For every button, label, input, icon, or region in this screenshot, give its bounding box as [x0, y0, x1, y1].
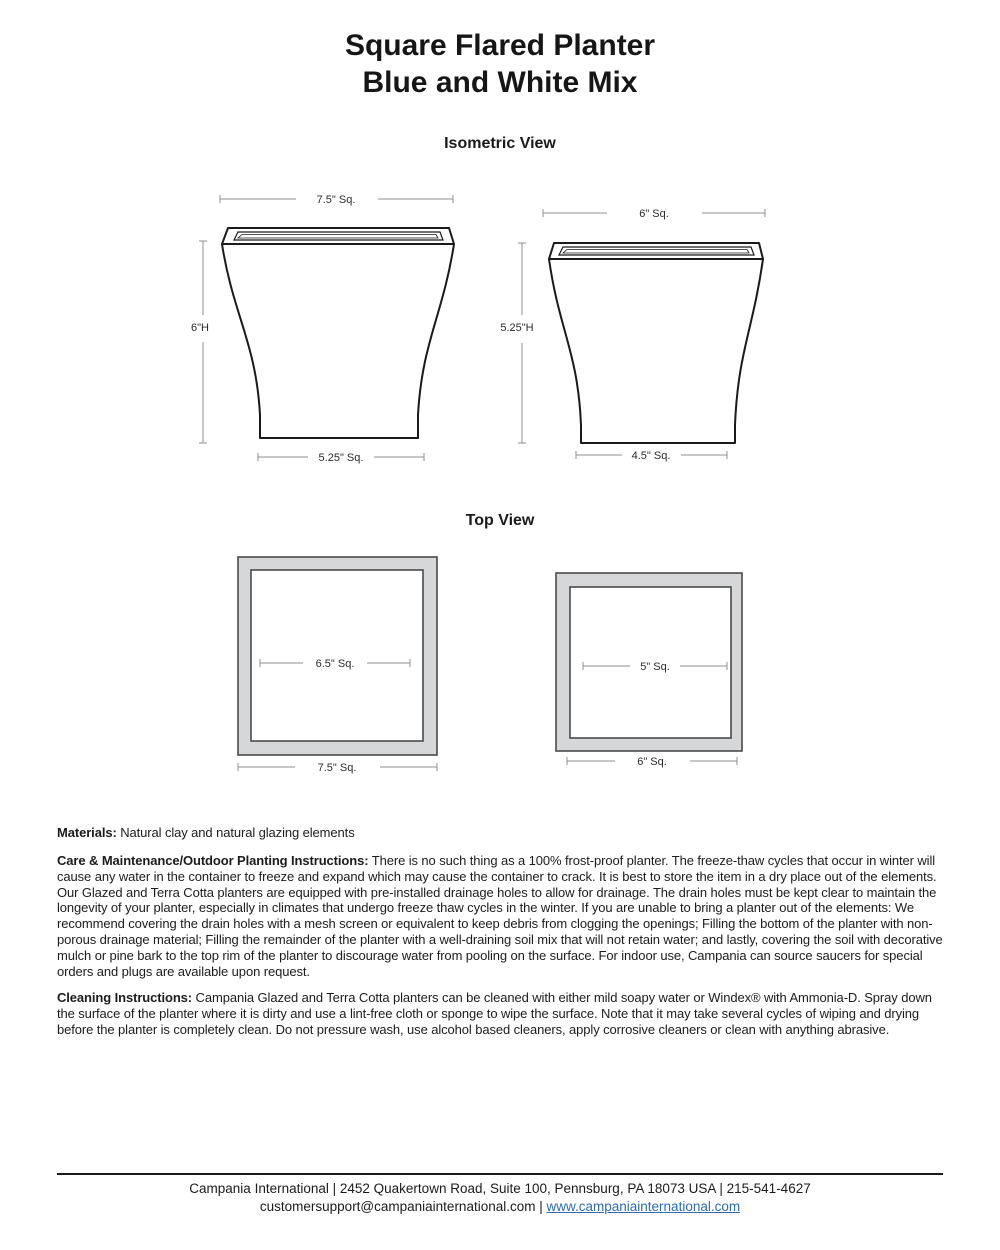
footer-address-line: Campania International | 2452 Quakertown Road, Suite 100, Pennsburg, PA 18073 USA | 215-541-4627 [189, 1181, 811, 1196]
top-small-outer-dimension-label: 6" Sq. [637, 756, 667, 768]
iso-large-height-dimension-line [199, 241, 207, 443]
care-maintenance-label: Care & Maintenance/Outdoor Planting Instructions: [57, 853, 369, 868]
care-maintenance-text: There is no such thing as a 100% frost-proof planter. The freeze-thaw cycles that occur in winter will cause any water in the container to freeze and expand which may cause the container to crack. It is best to store the item in a dry place out of the elements. Our Glazed and Terra Cotta planters are equipped with pre-installed drainage holes to allow for drainage. The drain holes must be kept clear to maintain the longevity of your planter, especially in climates that undergo freeze thaw cycles in the winter. If you are unable to bring a planter out of the elements: We recommend covering the drain holes with a mesh screen or equivalent to keep debris from clogging the openings; Filling the bottom of the planter with non-porous drainage material; Filling the remainder of the planter with a well-draining soil mix that will not retain water; and lastly, covering the soil with decorative mulch or pine bark to the top rim of the planter to discourage water from pooling on the surface. For indoor use, Campania can source saucers for special orders and plugs are available upon request. [57, 853, 943, 979]
top-small-opening-dimension-label: 5" Sq. [640, 661, 670, 673]
materials-paragraph [57, 825, 944, 841]
top-view-drawing-small-planter [530, 540, 790, 790]
cleaning-instructions-text: Campania Glazed and Terra Cotta planters can be cleaned with either mild soapy water or Windex® with Ammonia-D. Spray down the surface of the planter where it is dirty and use a lint-free cloth or sponge to wipe the surface. Note that it may take several cycles of wiping and drying before the planter is completely clean. Do not pressure wash, use alcohol based cleaners, apply corrosive cleaners or clean with anything abrasive. [57, 990, 932, 1037]
care-maintenance-paragraph [57, 853, 944, 979]
top-view-heading: Top View [465, 512, 535, 529]
iso-large-top-dimension-label: 7.5" Sq. [316, 194, 356, 206]
cleaning-instructions-paragraph [57, 990, 944, 1037]
iso-small-top-dimension-label: 6" Sq. [639, 208, 669, 220]
footer-website-link[interactable]: www.campaniainternational.com [546, 1199, 741, 1214]
planter-body-outline [222, 244, 454, 438]
page-title-line1: Square Flared Planter [344, 29, 656, 62]
top-large-outer-dimension-label: 7.5" Sq. [317, 762, 357, 774]
footer-separator: | [535, 1199, 547, 1214]
iso-small-height-dimension-label: 5.25"H [500, 322, 534, 334]
iso-small-height-dimension-line [518, 243, 526, 443]
iso-small-bottom-dimension-label: 4.5" Sq. [631, 450, 671, 462]
planter-opening [251, 570, 423, 741]
page-title-line2: Blue and White Mix [362, 66, 638, 99]
footer-email: customersupport@campaniainternational.com [259, 1199, 536, 1214]
footer-divider [57, 1173, 943, 1175]
footer-contact-line [0, 1199, 1000, 1214]
materials-text: Natural clay and natural glazing elements [120, 825, 355, 840]
planter-rim [222, 228, 454, 244]
planter-body-outline [549, 259, 763, 443]
materials-label: Materials: [57, 825, 117, 840]
page-title [0, 27, 1000, 101]
top-large-opening-dimension-label: 6.5" Sq. [315, 658, 355, 670]
isometric-view-heading: Isometric View [444, 135, 556, 152]
iso-drawing-small-planter [490, 180, 790, 480]
planter-rim [549, 243, 763, 259]
iso-large-bottom-dimension-label: 5.25" Sq. [318, 452, 364, 464]
cleaning-instructions-label: Cleaning Instructions: [57, 990, 193, 1005]
iso-drawing-large-planter [170, 180, 490, 480]
top-view-drawing-large-planter [200, 540, 500, 790]
iso-large-height-dimension-label: 6"H [191, 322, 209, 334]
